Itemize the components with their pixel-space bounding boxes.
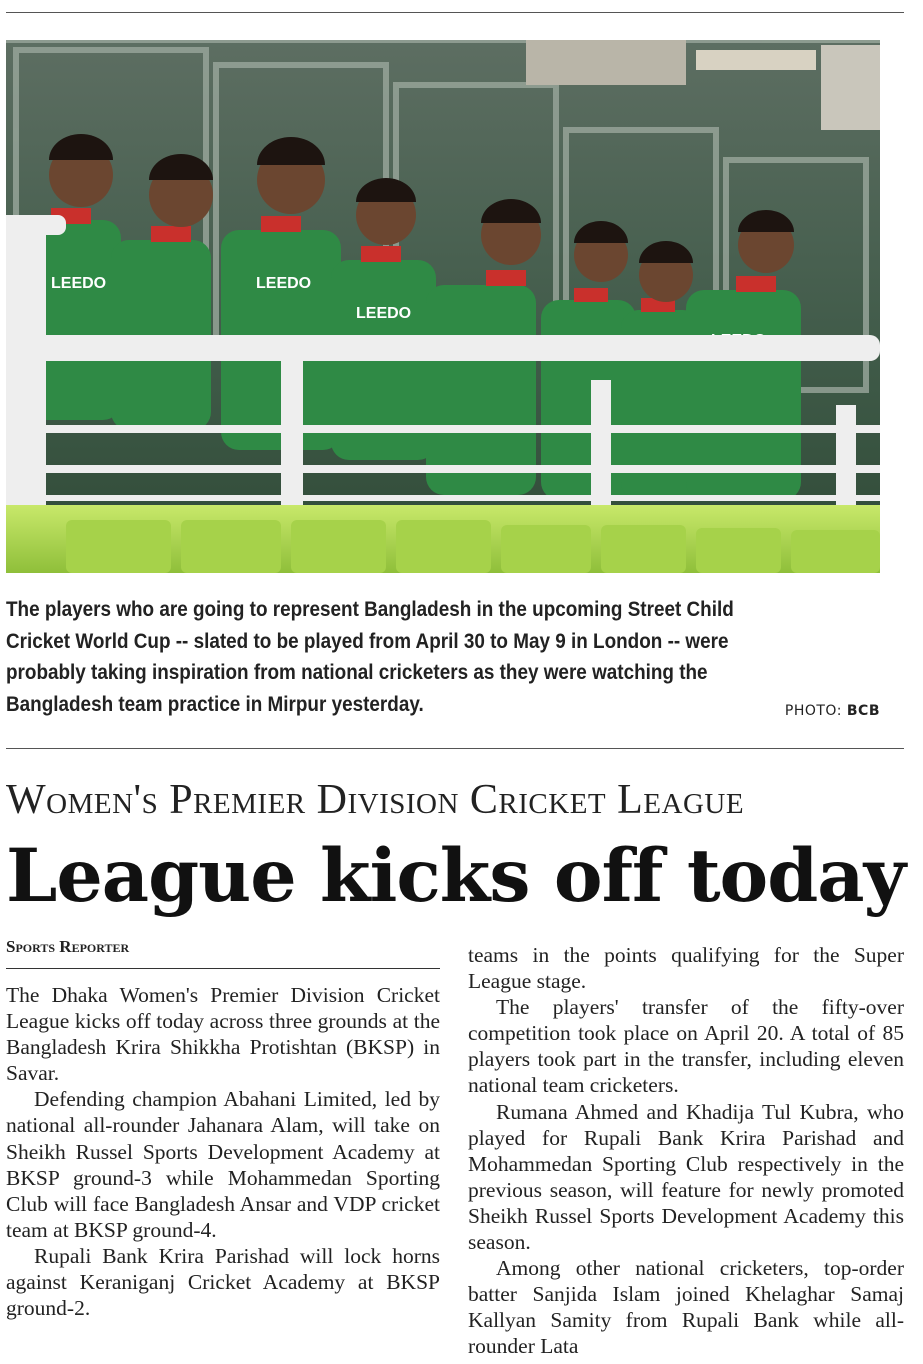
paragraph: The Dhaka Women's Premier Division Cricket League kicks off today across three grounds at the Bangladesh Krira Shikkha Protishtan (BKSP) in Savar. (6, 983, 440, 1086)
jersey-text: LEEDO (51, 275, 107, 292)
paragraph: teams in the points qualifying for the Super League stage. (468, 943, 904, 994)
paragraph: Among other national cricketers, top-order batter Sanjida Islam joined Khelaghar Samaj Kallyan Samity from Rupali Bank while all-rounder Lata (468, 1256, 904, 1359)
team-photo (6, 40, 880, 573)
credit-label: PHOTO: (784, 703, 847, 719)
photo-illustration (6, 40, 880, 573)
ac-unit-right (821, 45, 880, 130)
photo-caption: The players who are going to represent Bangladesh in the upcoming Street Child Cricket World Cup -- slated to be played from April 30 to May 9 in London -- were probably taking inspiration from national cricketers as they were watching the Bangladesh team practice in Mirpur yesterday. (6, 598, 734, 716)
credit-source: BCB (846, 703, 880, 719)
article-headline: League kicks off today (6, 833, 905, 919)
photo-credit (785, 703, 880, 719)
article-kicker: Women's Premier Division Cricket League (6, 777, 745, 823)
section-rule (6, 748, 904, 749)
ac-unit (526, 40, 686, 85)
paragraph: Rupali Bank Krira Parishad will lock horns against Keraniganj Cricket Academy at BKSP ground-2. (6, 1243, 440, 1321)
jersey-text: LEEDO (356, 305, 412, 322)
paragraph: Defending champion Abahani Limited, led by national all-rounder Jahanara Alam, will take on Sheikh Russel Sports Development Academy at BKSP ground-3 while Mohammedan Sporting Club will face Bangladesh Ansar and VDP cricket team at BKSP ground-4. (6, 1087, 440, 1242)
byline: Sports Reporter (6, 937, 130, 956)
paragraph: Rumana Ahmed and Khadija Tul Kubra, who played for Rupali Bank Krira Parishad and Mohammedan Sporting Club respectively in the previous season, will feature for newly promoted Sheikh Russel Sports Development Academy this season. (468, 1099, 904, 1255)
byline-rule (6, 968, 440, 969)
article-column-left (6, 982, 440, 1321)
stadium-seats (6, 505, 880, 573)
article-column-right (468, 942, 904, 1360)
jersey-text: LEEDO (256, 275, 312, 292)
paragraph: The players' transfer of the fifty-over competition took place on April 20. A total of 85 players took part in the transfer, including eleven national team cricketers. (468, 995, 904, 1098)
top-rule (6, 12, 904, 13)
